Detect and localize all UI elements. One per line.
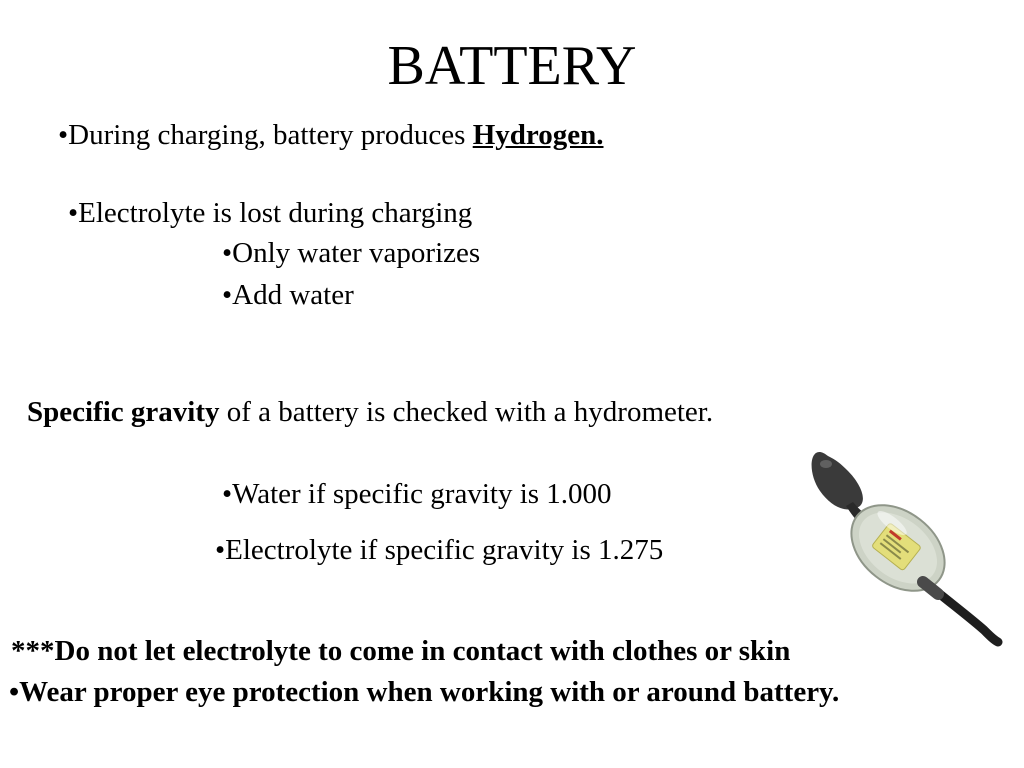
sub-bullet-electrolyte-gravity: •Electrolyte if specific gravity is 1.275: [215, 534, 664, 566]
specific-gravity-text: of a battery is checked with a hydrometer.: [219, 396, 714, 428]
hydrogen-emphasis: Hydrogen.: [472, 119, 604, 151]
hydrometer-image: [798, 436, 1010, 648]
warning-contact: ***Do not let electrolyte to come in contact with clothes or skin: [11, 635, 791, 667]
specific-gravity-line: [27, 398, 713, 427]
sub-bullet-water-gravity: •Water if specific gravity is 1.000: [222, 478, 612, 510]
sub-bullet-water-vaporizes: •Only water vaporizes: [222, 237, 481, 269]
warning-eye-protection: •Wear proper eye protection when working with or around battery.: [9, 676, 840, 708]
hydrometer-bulb: [812, 452, 863, 510]
specific-gravity-emphasis: Specific gravity: [27, 396, 220, 428]
bullet-electrolyte-lost: •Electrolyte is lost during charging: [68, 197, 473, 229]
bullet-hydrogen: [58, 121, 604, 150]
sub-bullet-add-water: •Add water: [222, 279, 354, 311]
slide-title: BATTERY: [387, 35, 637, 97]
bullet-hydrogen-text: •During charging, battery produces: [58, 119, 473, 151]
